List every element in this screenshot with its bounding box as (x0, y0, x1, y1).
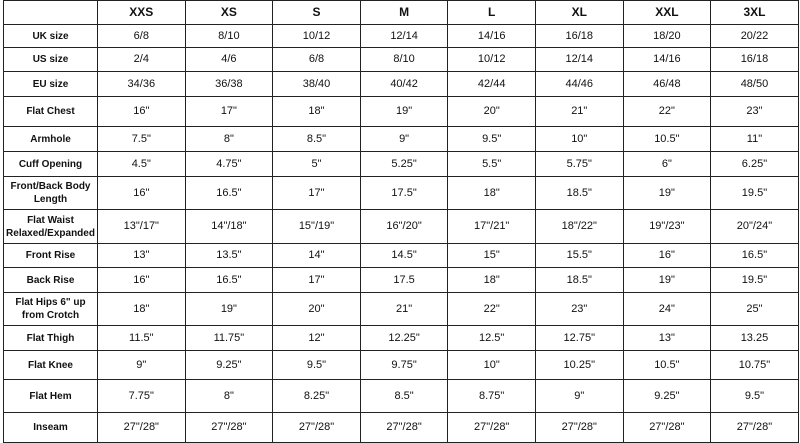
table-cell: 12/14 (535, 48, 623, 72)
row-label: US size (4, 48, 98, 72)
table-cell: 7.5" (98, 127, 186, 152)
table-cell: 10.5" (623, 351, 711, 380)
table-cell: 8.5" (360, 380, 448, 413)
table-cell: 8.75" (448, 380, 536, 413)
table-cell: 2/4 (98, 48, 186, 72)
table-row (4, 72, 799, 97)
table-cell: 16"/20" (360, 210, 448, 244)
row-label: Flat Waist Relaxed/Expanded (4, 210, 98, 244)
table-cell: 34/36 (98, 72, 186, 97)
table-row (4, 152, 799, 177)
table-cell: 12" (273, 326, 361, 351)
column-header-xxs: XXS (98, 1, 186, 25)
size-chart-table (3, 0, 799, 443)
table-cell: 16/18 (535, 25, 623, 48)
table-cell: 10.5" (623, 127, 711, 152)
table-cell: 4.5" (98, 152, 186, 177)
table-cell: 20" (273, 293, 361, 326)
table-cell: 19" (623, 177, 711, 210)
header-row (4, 1, 799, 25)
table-row (4, 97, 799, 127)
table-cell: 9" (535, 380, 623, 413)
table-cell: 9" (360, 127, 448, 152)
table-cell: 27"/28" (273, 413, 361, 443)
table-cell: 10" (448, 351, 536, 380)
column-header-l: L (448, 1, 536, 25)
table-cell: 27"/28" (535, 413, 623, 443)
table-cell: 46/48 (623, 72, 711, 97)
table-cell: 12.75" (535, 326, 623, 351)
table-row (4, 25, 799, 48)
table-cell: 4/6 (185, 48, 273, 72)
column-header-m: M (360, 1, 448, 25)
table-cell: 8" (185, 127, 273, 152)
row-label: Back Rise (4, 268, 98, 293)
table-cell: 14.5" (360, 244, 448, 268)
table-cell: 27"/28" (623, 413, 711, 443)
table-cell: 8.25" (273, 380, 361, 413)
table-cell: 13" (623, 326, 711, 351)
table-cell: 48/50 (711, 72, 799, 97)
table-cell: 6" (623, 152, 711, 177)
table-cell: 9.5" (711, 380, 799, 413)
row-label: Flat Hem (4, 380, 98, 413)
table-cell: 17" (273, 177, 361, 210)
row-label: Flat Chest (4, 97, 98, 127)
table-cell: 16" (98, 177, 186, 210)
table-cell: 16" (98, 268, 186, 293)
row-label: Front Rise (4, 244, 98, 268)
column-header-s: S (273, 1, 361, 25)
table-cell: 10/12 (448, 48, 536, 72)
table-cell: 8/10 (360, 48, 448, 72)
table-cell: 18" (98, 293, 186, 326)
table-cell: 19" (623, 268, 711, 293)
table-body (4, 25, 799, 443)
table-cell: 19.5" (711, 177, 799, 210)
table-cell: 13.25 (711, 326, 799, 351)
table-cell: 9" (98, 351, 186, 380)
table-cell: 20"/24" (711, 210, 799, 244)
table-cell: 38/40 (273, 72, 361, 97)
row-label: Cuff Opening (4, 152, 98, 177)
table-cell: 22" (448, 293, 536, 326)
table-cell: 23" (711, 97, 799, 127)
table-cell: 19" (360, 97, 448, 127)
table-cell: 5.75" (535, 152, 623, 177)
row-label: Front/Back Body Length (4, 177, 98, 210)
table-cell: 16.5" (185, 177, 273, 210)
table-row (4, 293, 799, 326)
table-cell: 20" (448, 97, 536, 127)
table-cell: 17.5 (360, 268, 448, 293)
corner-cell (4, 1, 98, 25)
table-cell: 6/8 (98, 25, 186, 48)
table-cell: 10.25" (535, 351, 623, 380)
table-cell: 9.75" (360, 351, 448, 380)
table-cell: 8.5" (273, 127, 361, 152)
table-cell: 17" (185, 97, 273, 127)
row-label: Armhole (4, 127, 98, 152)
table-row (4, 177, 799, 210)
table-cell: 16" (98, 97, 186, 127)
table-row (4, 351, 799, 380)
table-cell: 10/12 (273, 25, 361, 48)
table-cell: 18" (448, 268, 536, 293)
table-cell: 11.75" (185, 326, 273, 351)
table-cell: 11.5" (98, 326, 186, 351)
column-header-xl: XL (535, 1, 623, 25)
row-label: Flat Knee (4, 351, 98, 380)
table-cell: 17" (273, 268, 361, 293)
table-cell: 19" (185, 293, 273, 326)
table-row (4, 244, 799, 268)
table-cell: 19"/23" (623, 210, 711, 244)
table-cell: 11" (711, 127, 799, 152)
table-row (4, 268, 799, 293)
table-cell: 5.5" (448, 152, 536, 177)
table-cell: 18.5" (535, 177, 623, 210)
table-cell: 14" (273, 244, 361, 268)
table-cell: 13"/17" (98, 210, 186, 244)
table-cell: 6.25" (711, 152, 799, 177)
table-cell: 18" (448, 177, 536, 210)
column-header-xs: XS (185, 1, 273, 25)
table-cell: 16" (623, 244, 711, 268)
table-cell: 18/20 (623, 25, 711, 48)
table-cell: 27"/28" (98, 413, 186, 443)
table-cell: 40/42 (360, 72, 448, 97)
table-row (4, 127, 799, 152)
table-cell: 14/16 (448, 25, 536, 48)
table-cell: 18.5" (535, 268, 623, 293)
table-cell: 9.5" (273, 351, 361, 380)
table-cell: 10.75" (711, 351, 799, 380)
table-cell: 16.5" (711, 244, 799, 268)
table-cell: 18" (273, 97, 361, 127)
table-cell: 16/18 (711, 48, 799, 72)
row-label: Inseam (4, 413, 98, 443)
table-cell: 24" (623, 293, 711, 326)
table-cell: 8" (185, 380, 273, 413)
table-row (4, 210, 799, 244)
row-label: EU size (4, 72, 98, 97)
table-cell: 25" (711, 293, 799, 326)
table-cell: 17"/21" (448, 210, 536, 244)
column-header-xxl: XXL (623, 1, 711, 25)
table-cell: 20/22 (711, 25, 799, 48)
table-cell: 12.25" (360, 326, 448, 351)
table-cell: 12/14 (360, 25, 448, 48)
table-cell: 5.25" (360, 152, 448, 177)
table-cell: 9.25" (185, 351, 273, 380)
table-cell: 22" (623, 97, 711, 127)
table-cell: 8/10 (185, 25, 273, 48)
table-cell: 7.75" (98, 380, 186, 413)
table-cell: 27"/28" (711, 413, 799, 443)
table-cell: 27"/28" (185, 413, 273, 443)
column-header-3xl: 3XL (711, 1, 799, 25)
table-cell: 10" (535, 127, 623, 152)
table-cell: 9.5" (448, 127, 536, 152)
table-cell: 13.5" (185, 244, 273, 268)
table-cell: 44/46 (535, 72, 623, 97)
table-cell: 5" (273, 152, 361, 177)
table-cell: 6/8 (273, 48, 361, 72)
row-label: Flat Hips 6" up from Crotch (4, 293, 98, 326)
table-row (4, 326, 799, 351)
table-cell: 27"/28" (360, 413, 448, 443)
row-label: UK size (4, 25, 98, 48)
table-cell: 23" (535, 293, 623, 326)
table-cell: 15" (448, 244, 536, 268)
table-cell: 15.5" (535, 244, 623, 268)
table-cell: 42/44 (448, 72, 536, 97)
table-row (4, 413, 799, 443)
table-cell: 17.5" (360, 177, 448, 210)
table-cell: 14"/18" (185, 210, 273, 244)
table-cell: 14/16 (623, 48, 711, 72)
table-cell: 21" (535, 97, 623, 127)
table-cell: 15"/19" (273, 210, 361, 244)
table-cell: 4.75" (185, 152, 273, 177)
table-cell: 21" (360, 293, 448, 326)
table-cell: 16.5" (185, 268, 273, 293)
table-row (4, 48, 799, 72)
table-cell: 9.25" (623, 380, 711, 413)
table-cell: 12.5" (448, 326, 536, 351)
table-cell: 18"/22" (535, 210, 623, 244)
table-row (4, 380, 799, 413)
table-cell: 13" (98, 244, 186, 268)
row-label: Flat Thigh (4, 326, 98, 351)
table-cell: 27"/28" (448, 413, 536, 443)
table-cell: 19.5" (711, 268, 799, 293)
table-cell: 36/38 (185, 72, 273, 97)
